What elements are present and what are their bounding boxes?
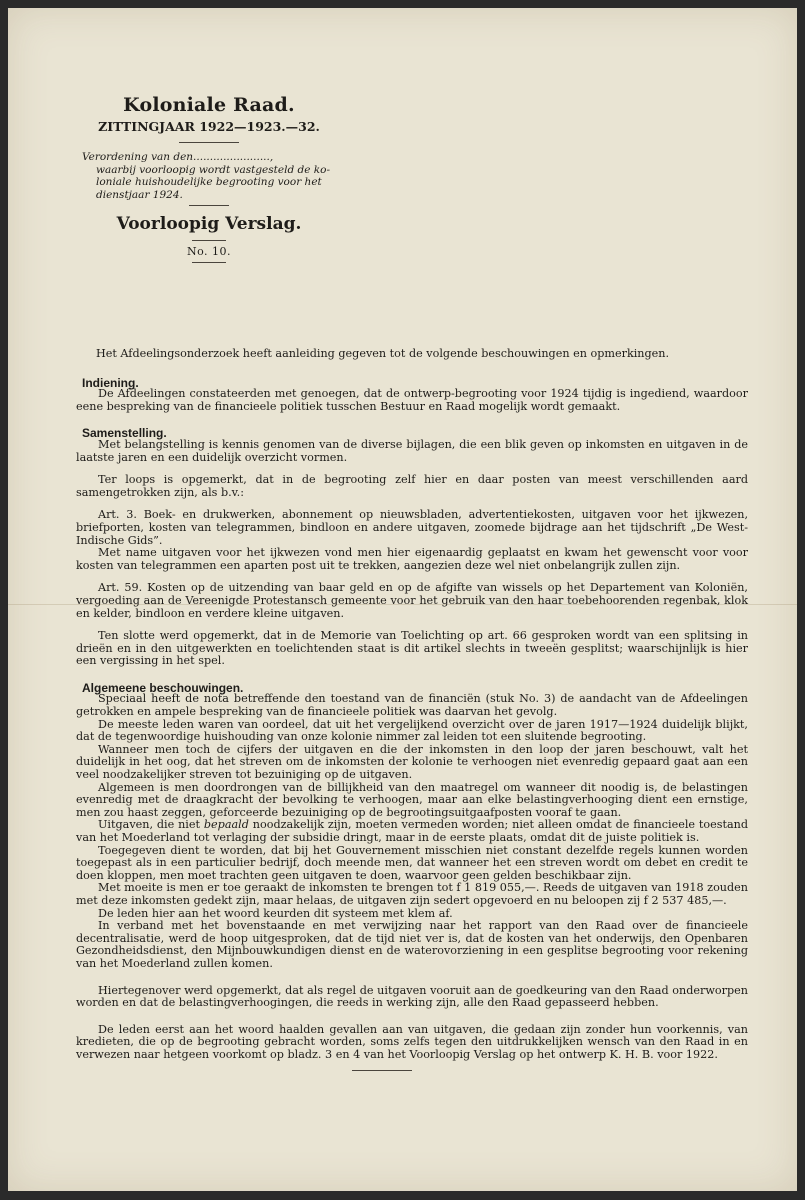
divider [189, 205, 229, 206]
ordinance-line: waarbij voorloopig wordt vastgesteld de ko- [96, 163, 331, 176]
text-run: Uitgaven, die niet [98, 818, 204, 832]
paragraph: Ten slotte werd opgemerkt, dat in de Memorie van Toelichting op art. 66 gesproken wordt van een splitsing in drieën en in den uitgewerkten en toelichtenden staat is dit artikel slechts in tweeën gesplitst; waarschijnlijk is hier een vergissing in het spel. [76, 629, 748, 668]
paragraph: Art. 59. Kosten op de uitzending van baar geld en op de afgifte van wissels op het Departement van Koloniën, vergoeding aan de Vereenigde Protestansch gemeente voor het gebruik van den haar toebehoorenden regenbak, klok en kelder, bindloon en verdere kleine uitgaven. [76, 581, 748, 620]
report-body [76, 348, 748, 1071]
divider [192, 240, 226, 241]
emphasis-bepaald: bepaald [203, 818, 249, 832]
document-page [8, 8, 797, 1191]
intro-paragraph: Het Afdeelingsonderzoek heeft aanleiding gegeven tot de volgende beschouwingen en opmerkingen. [96, 347, 670, 360]
document-header [80, 94, 338, 271]
ordinance-line: loniale huishoudelijke begrooting voor het [96, 176, 322, 188]
paragraph: Met belangstelling is kennis genomen van de diverse bijlagen, die een blik geven op inkomsten en uitgaven in de laatste jaren en een duidelijk overzicht vormen. [76, 437, 748, 464]
paragraph: Art. 3. Boek- en drukwerken, abonnement op nieuwsbladen, advertentiekosten, uitgaven voor het ijkwezen, briefporten, kosten van telegrammen, bindloon en andere uitgaven, zoomede bijdrage aan het tijdschrift „De West-Indische Gids”. [76, 508, 748, 547]
paragraph: Toegegeven dient te worden, dat bij het Gouvernement misschien niet constant dezelfde regels kunnen worden toegepast als in een particulier bedrijf, doch meende men, dat wanneer het een streven wordt om debet en credit te doen kloppen, men moet trachten geen uitgaven te doen, waarvoor geen gelden beschikbaar zijn. [76, 843, 748, 882]
paragraph: Wanneer men toch de cijfers der uitgaven en die der inkomsten in den loop der jaren beschouwt, valt het duidelijk in het oog, dat het streven om de inkomsten der kolonie te verhoogen niet evenredig gepaard gaat aan een veel noodzakelijker streven tot bezuiniging op de uitgaven. [76, 742, 748, 782]
ordinance-line: Verordening van den......................., [82, 151, 274, 163]
report-number: No. 10. [186, 245, 232, 258]
paragraph: In verband met het bovenstaande en met verwijzing naar het rapport van den Raad over de financieele decentralisatie, werd de hoop uitgesproken, dat de tijd niet ver is, dat de kosten van het onderwijs, den Openbaren Gezondheidsdienst, den Mijnbouwkundigen dienst en de waterovorziening in een gesplitse begrooting voor rekening van het Moederland zullen komen. [76, 919, 748, 970]
paragraph: Met name uitgaven voor het ijkwezen vond men hier eigenaardig geplaatst en kwam het gewenscht voor voor kosten van telegrammen een aparten post uit te trekken, aangezien deze wel niet onbelangrijk zullen zijn. [76, 546, 748, 572]
text-run: noodzakelijk zijn, moeten vermeden worden; niet alleen omdat de financieele toestand van het Moederland tot verlaging der subsidie dringt, maar in de eerste plaats, omdat dit de juiste politiek is. [76, 818, 749, 844]
paragraph: De leden eerst aan het woord haalden gevallen aan van uitgaven, die gedaan zijn zonder hun voorkennis, van kredieten, die op de begrooting gebracht worden, soms zelfs tegen den uitdrukkelijken wensch van den Raad in en verwezen naar hetgeen voorkomt op bladz. 3 en 4 van het Voorloopig Verslag op het ontwerp K. H. B. voor 1922. [76, 1022, 748, 1061]
paragraph: Hiertegenover werd opgemerkt, dat als regel de uitgaven vooruit aan de goedkeuring van den Raad onderworpen worden en dat de belastingverhoogingen, die reeds in werking zijn, alle den Raad gepasseerd hebben. [76, 983, 748, 1010]
ordinance-description [82, 151, 338, 201]
report-title: Voorloopig Verslag. [116, 214, 302, 234]
paragraph: Met moeite is men er toe geraakt de inkomsten te brengen tot f 1 819 055,—. Reeds de uitgaven van 1918 zouden met deze inkomsten gedekt zijn, maar helaas, de uitgaven zijn sedert opgevoerd en nu beloopen zij f 2 537 485,—. [76, 881, 748, 907]
section-heading-indiening: Indiening. [82, 375, 139, 390]
section-heading-algemeene-beschouwingen: Algemeene beschouwingen. [82, 680, 244, 695]
closing-rule [352, 1070, 412, 1071]
council-title: Koloniale Raad. [123, 94, 295, 116]
paragraph: Speciaal heeft de nota betreffende den toestand van de financiën (stuk No. 3) de aandacht van de Afdeelingen getrokken en ampele bespreking van de financieele politiek was daarvan het gevolg. [76, 692, 748, 719]
paragraph [76, 819, 748, 844]
paragraph: De meeste leden waren van oordeel, dat uit het vergelijkend overzicht over de jaren 1917—1924 duidelijk blijkt, dat de tegenwoordige huishouding van onze kolonie nimmer zal leiden tot een sluitende begrooting. [76, 717, 748, 744]
paragraph: Algemeen is men doordrongen van de billijkheid van den maatregel om wanneer dit noodig is, de belastingen evenredig met de draagkracht der bevolking te verhoogen, maar aan elke belastingverhooging dient een ernstige, men zou haast zeggen, geforceerde bezuiniging op de begrootingsuitgaafposten vooraf te gaan. [76, 780, 748, 819]
divider [192, 262, 226, 263]
ordinance-line: dienstjaar 1924. [96, 188, 183, 201]
session-year: ZITTINGJAAR 1922—1923.—32. [98, 119, 320, 134]
paragraph: Ter loops is opgemerkt, dat in de begrooting zelf hier en daar posten van meest verschillenden aard samengetrokken zijn, als b.v.: [76, 473, 748, 499]
divider [179, 142, 239, 143]
paragraph: De leden hier aan het woord keurden dit systeem met klem af. [98, 906, 453, 920]
paragraph: De Afdeelingen constateerden met genoegen, dat de ontwerp-begrooting voor 1924 tijdig is ingediend, waardoor eene bespreking van de financieele politiek tusschen Bestuur en Raad mogelijk wordt gemaakt. [76, 387, 748, 413]
section-heading-samenstelling: Samenstelling. [82, 426, 167, 441]
